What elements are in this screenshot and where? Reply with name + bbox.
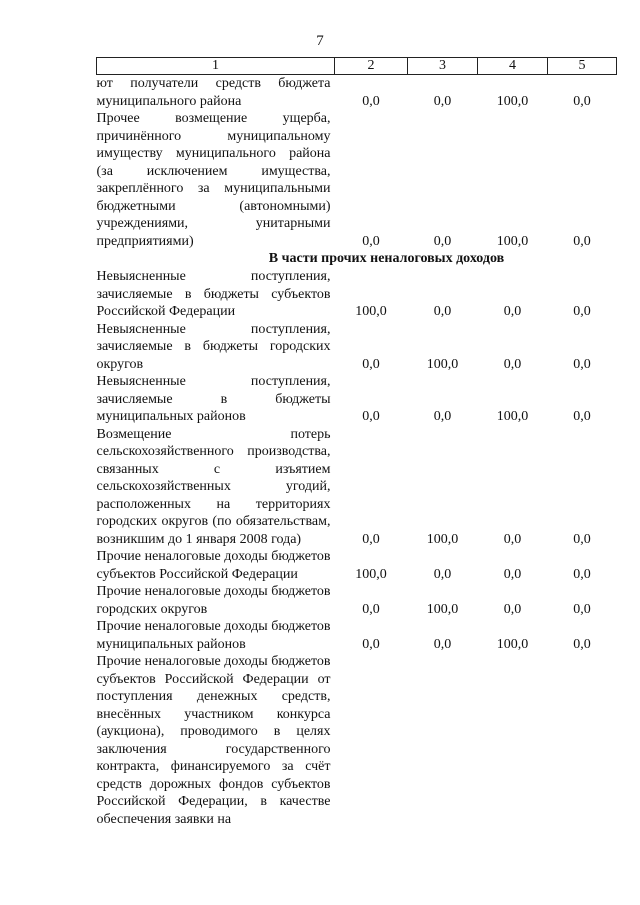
share-value-col-5 — [548, 653, 617, 828]
table-row — [97, 426, 617, 549]
share-value-col-3: 0,0 — [433, 93, 452, 109]
share-value-col-2: 0,0 — [362, 636, 380, 652]
share-value-col-3: 0,0 — [433, 304, 452, 319]
share-value-col-4 — [478, 653, 548, 828]
page-number: 7 — [316, 33, 324, 49]
table-row — [97, 583, 617, 618]
share-value-col-5: 0,0 — [573, 566, 591, 582]
share-value-col-3: 100,0 — [426, 601, 459, 617]
table-header — [97, 58, 617, 75]
revenue-description: Возмещение потерь сельскохозяйственного производства, связанных с изъятием сельскохозяйственных угодий, расположенных на территориях городских округов (по обязательствам, возникшим до 1 января 2008 года) — [96, 426, 331, 547]
share-value-col-4: 0,0 — [503, 304, 522, 319]
share-value-col-4: 0,0 — [503, 601, 522, 617]
share-value-col-3: 100,0 — [426, 356, 459, 372]
share-value-col-3: 0,0 — [433, 566, 452, 582]
table-row — [97, 373, 617, 426]
table-body — [97, 75, 617, 829]
share-value-col-2: 100,0 — [355, 304, 387, 319]
share-value-col-2: 0,0 — [362, 409, 380, 424]
table-row — [97, 268, 617, 321]
share-value-col-2: 100,0 — [355, 566, 387, 582]
column-header-3: 3 — [408, 58, 478, 75]
revenue-description: Невыясненные поступления, зачисляемые в бюджеты городских округов — [96, 321, 331, 372]
share-value-col-3: 0,0 — [433, 233, 452, 249]
table-row — [97, 110, 617, 250]
column-header-1: 1 — [97, 58, 335, 75]
share-value-col-2: 0,0 — [362, 233, 380, 249]
table-row — [97, 321, 617, 374]
share-value-col-5: 0,0 — [573, 636, 591, 652]
section-heading-row — [97, 250, 617, 268]
share-value-col-4: 0,0 — [503, 566, 522, 582]
table-row — [97, 618, 617, 653]
table-row — [97, 653, 617, 828]
share-value-col-5: 0,0 — [573, 409, 591, 424]
revenue-description: Прочие неналоговые доходы бюджетов городских округов — [96, 584, 331, 617]
share-value-col-2 — [335, 653, 408, 828]
share-value-col-4: 100,0 — [496, 93, 529, 109]
column-header-2: 2 — [335, 58, 408, 75]
section-title: В части прочих неналоговых доходов — [268, 251, 505, 266]
share-value-col-3: 0,0 — [433, 409, 452, 424]
share-value-col-5: 0,0 — [573, 233, 591, 249]
table-row — [97, 548, 617, 583]
revenue-description: Прочие неналоговые доходы бюджетов субъектов Российской Федерации — [96, 549, 331, 582]
revenue-description: ют получатели средств бюджета муниципального района — [96, 76, 331, 109]
share-value-col-4: 0,0 — [503, 531, 522, 547]
revenue-description: Невыясненные поступления, зачисляемые в бюджеты субъектов Российской Федерации — [96, 269, 331, 319]
share-value-col-5: 0,0 — [573, 531, 591, 547]
column-header-5: 5 — [548, 58, 617, 75]
share-value-col-5: 0,0 — [573, 93, 591, 109]
column-header-4: 4 — [478, 58, 548, 75]
share-value-col-2: 0,0 — [362, 93, 380, 109]
share-value-col-3: 0,0 — [433, 636, 452, 652]
revenue-description: Прочие неналоговые доходы бюджетов субъектов Российской Федерации от поступления денежных средств, внесённых участником конкурса (аукциона), проводимого в целях заключения государственного контракта, финансируемого за счёт средств дорожных фондов субъектов Российской Федерации, в качестве обеспечения заявки на — [96, 654, 331, 827]
share-value-col-2: 0,0 — [362, 356, 380, 372]
share-value-col-4: 100,0 — [496, 233, 529, 249]
revenue-description: Прочее возмещение ущерба, причинённого муниципальному имуществу муниципального района (за исключением имущества, закреплённого за муниципальными бюджетными (автономными) учреждениями, унитарными предприятиями) — [96, 111, 331, 249]
share-value-col-3: 100,0 — [426, 531, 459, 547]
revenue-description: Невыясненные поступления, зачисляемые в бюджеты муниципальных районов — [96, 374, 331, 424]
share-value-col-4: 100,0 — [496, 636, 529, 652]
share-value-col-3 — [408, 653, 478, 828]
table-row — [97, 75, 617, 111]
share-value-col-2: 0,0 — [362, 531, 380, 547]
share-value-col-5: 0,0 — [573, 356, 591, 372]
revenue-description: Прочие неналоговые доходы бюджетов муниципальных районов — [96, 619, 331, 652]
budget-distribution-table — [96, 57, 617, 828]
share-value-col-2: 0,0 — [362, 601, 380, 617]
share-value-col-5: 0,0 — [573, 304, 591, 319]
share-value-col-4: 100,0 — [496, 409, 529, 424]
share-value-col-5: 0,0 — [573, 601, 591, 617]
share-value-col-4: 0,0 — [503, 356, 522, 372]
